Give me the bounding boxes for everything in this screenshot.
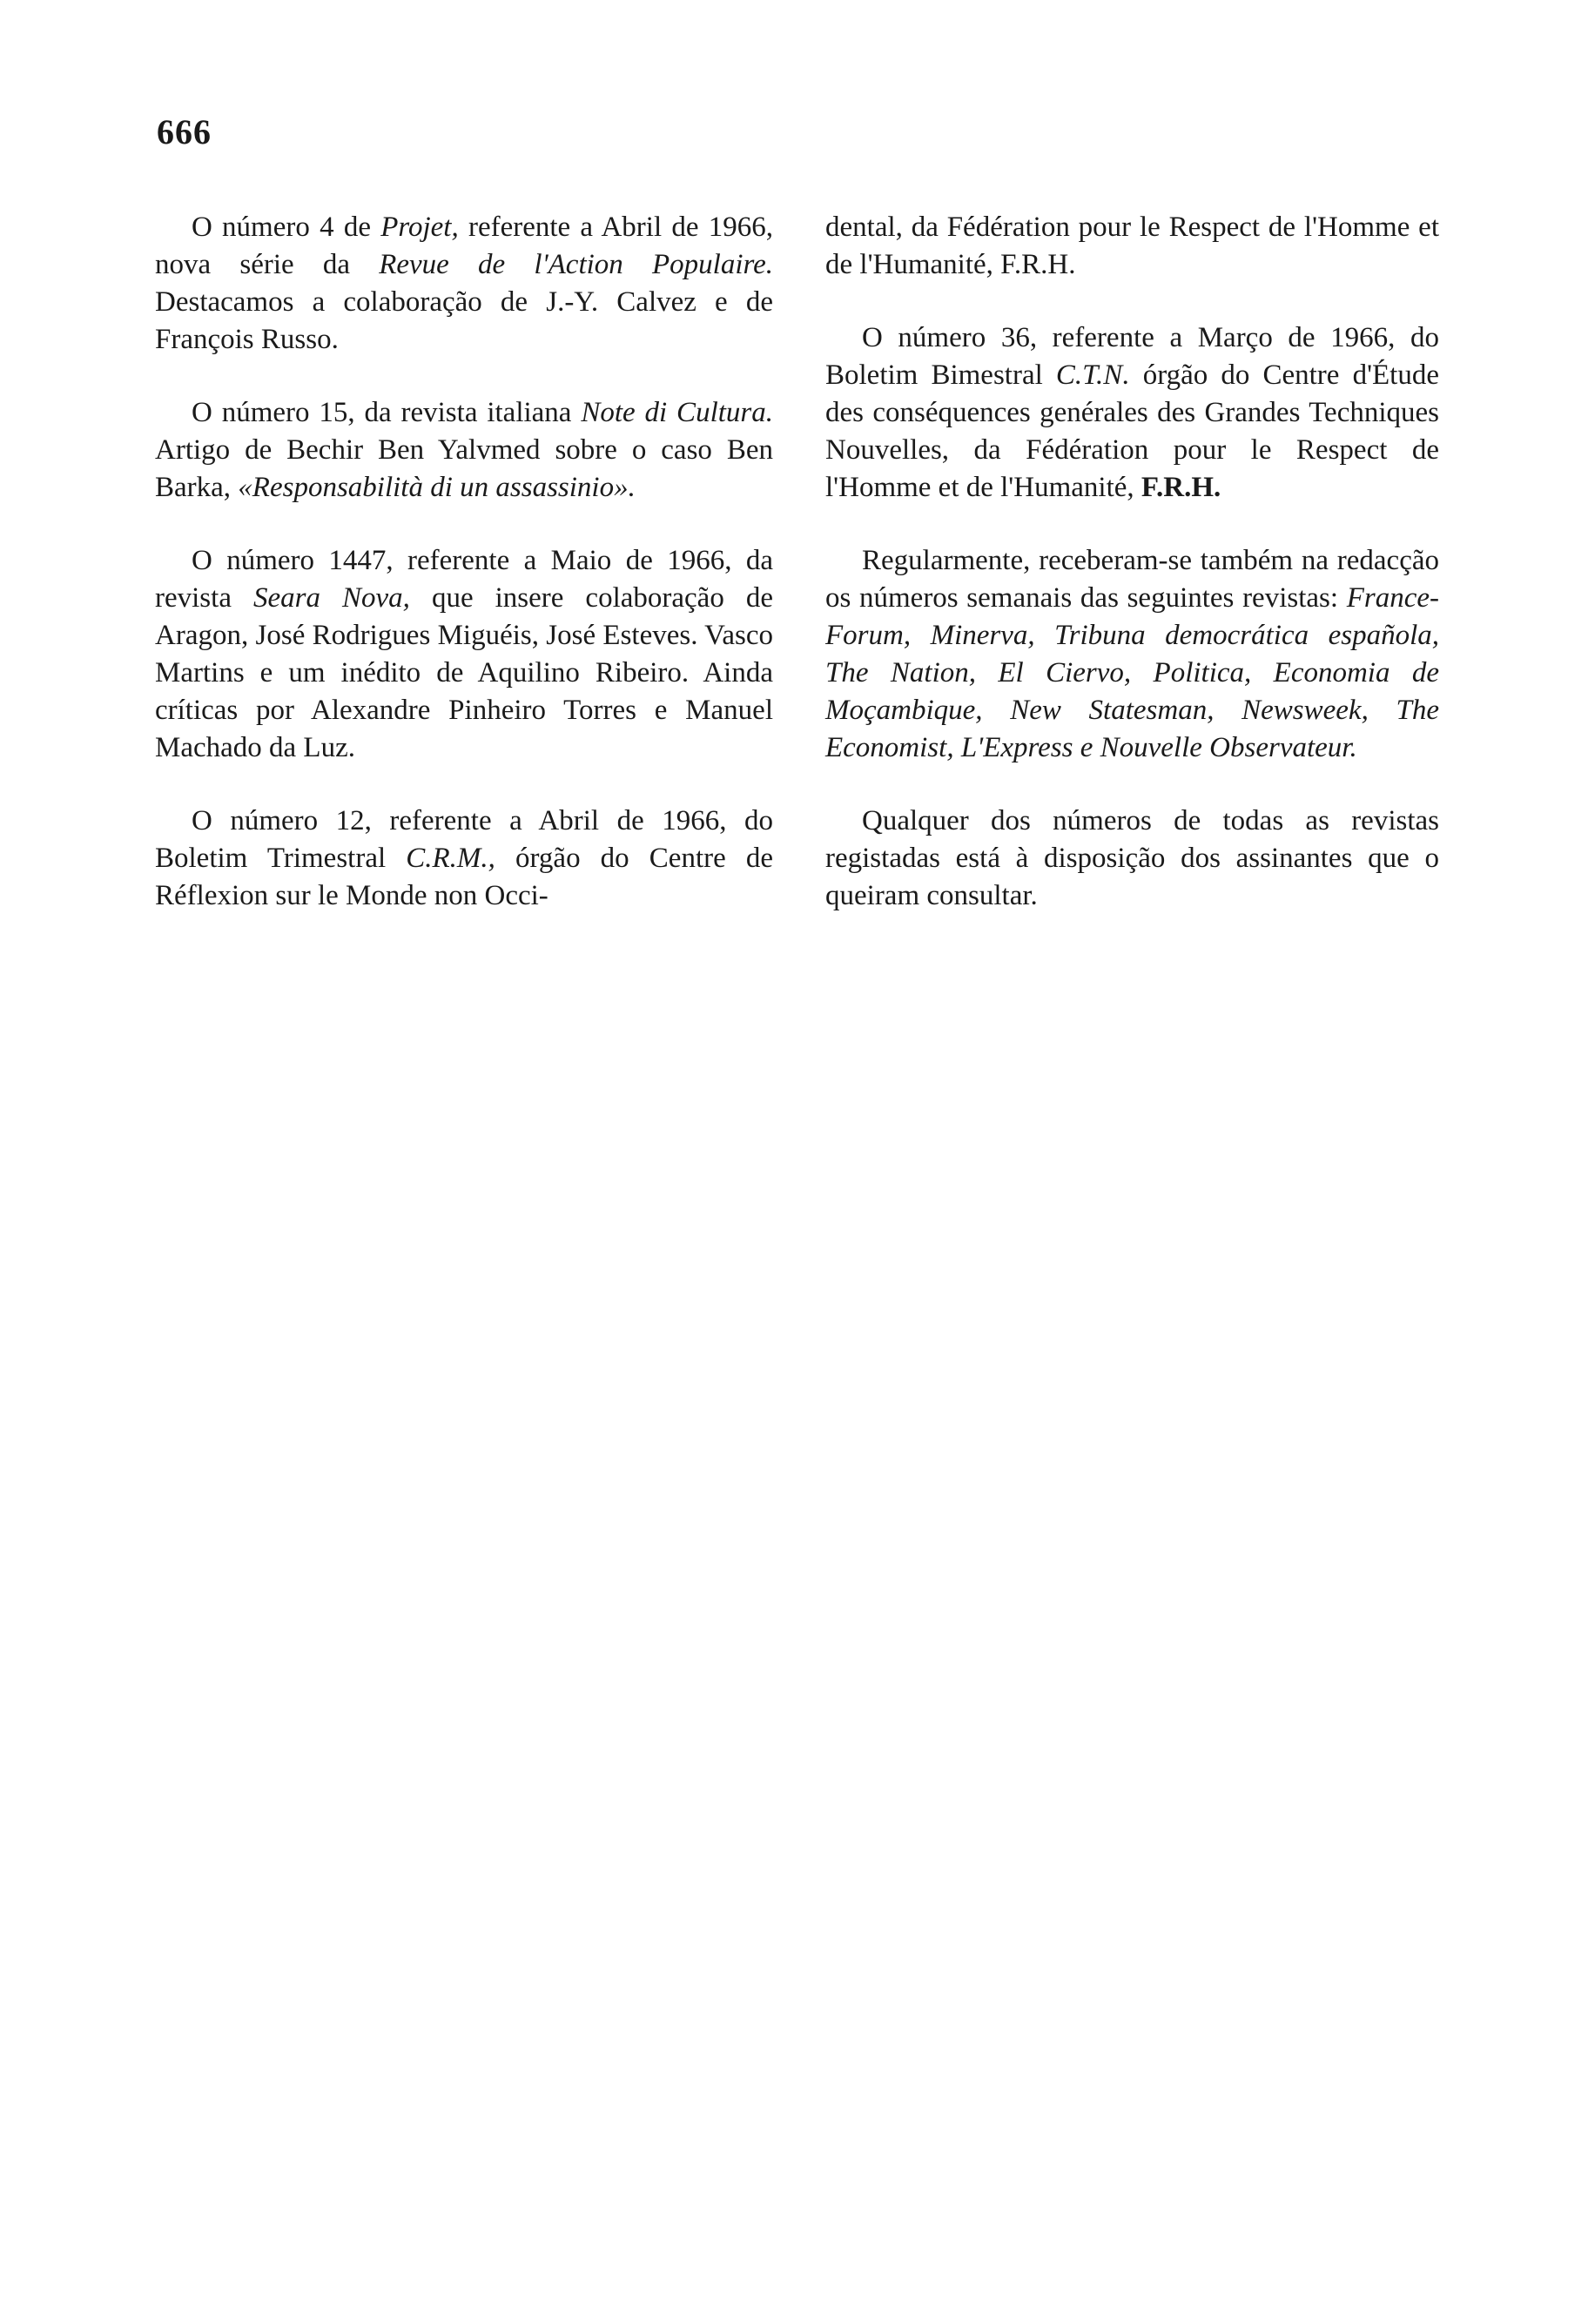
paragraph-crm xyxy=(155,803,773,915)
italic-title: Note di Cultura. xyxy=(581,397,773,428)
paragraph-regular-journals xyxy=(825,542,1439,767)
paragraph-note-di-cultura xyxy=(155,394,773,507)
italic-title: Revue de l'Action Populaire. xyxy=(379,249,773,280)
text-run: órgão do Centre de Réflexion sur le Monde non Occi- xyxy=(155,843,773,911)
paragraph-ctn xyxy=(825,319,1439,507)
italic-title: C.R.M., xyxy=(406,843,495,874)
text-run: Regularmente, receberam-se também na redacção os números semanais das seguintes revistas: xyxy=(825,545,1439,614)
text-run: O número 1447, referente a Maio de 1966, da revista xyxy=(155,545,773,614)
text-run: referente a Abril de 1966, nova série da xyxy=(155,212,773,280)
italic-journal-list: France-Forum, Minerva, Tribuna democrática española, The Nation, El Ciervo, Politica, Economia de Moçambique, New Statesman, Newsweek, The Economist, L'Express e Nouvelle Observateur. xyxy=(825,582,1439,763)
text-run: que insere colaboração de Aragon, José Rodrigues Miguéis, José Esteves. Vasco Martins e um inédito de Aquilino Ribeiro. Ainda críticas por Alexandre Pinheiro Torres e Manuel Machado da Luz. xyxy=(155,582,773,763)
paragraph-seara-nova xyxy=(155,542,773,767)
right-column xyxy=(825,209,1439,950)
italic-title: «Responsabilità di un assassinio». xyxy=(238,472,636,503)
text-run: Artigo de Bechir Ben Yalvmed sobre o caso Ben Barka, xyxy=(155,434,773,503)
text-run: O número 12, referente a Abril de 1966, do Boletim Trimestral xyxy=(155,805,773,874)
text-run: Qualquer dos números de todas as revistas registadas está à disposição dos assinantes que o queiram consultar. xyxy=(825,805,1439,911)
page-number: 666 xyxy=(157,112,212,151)
text-run: Destacamos a colaboração de J.-Y. Calvez e de François Russo. xyxy=(155,286,773,355)
italic-title: C.T.N. xyxy=(1055,359,1130,391)
italic-title: Seara Nova, xyxy=(253,582,410,614)
text-run: O número 4 de xyxy=(192,212,381,243)
paragraph-projet xyxy=(155,209,773,359)
italic-title: Projet, xyxy=(380,212,459,243)
text-run: órgão do Centre d'Étude des conséquences genérales des Grandes Techniques Nouvelles, da Fédération pour le Respect de l'Homme et de l'Humanité, xyxy=(825,359,1439,503)
text-run: dental, da Fédération pour le Respect de l'Homme et de l'Humanité, F.R.H. xyxy=(825,212,1439,280)
text-run: O número 36, referente a Março de 1966, do Boletim Bimestral xyxy=(825,322,1439,391)
paragraph-crm-continued xyxy=(825,209,1439,284)
bold-text: F.R.H. xyxy=(1141,472,1221,503)
paragraph-availability xyxy=(825,803,1439,915)
left-column xyxy=(155,209,773,950)
text-run: O número 15, da revista italiana xyxy=(192,397,582,428)
